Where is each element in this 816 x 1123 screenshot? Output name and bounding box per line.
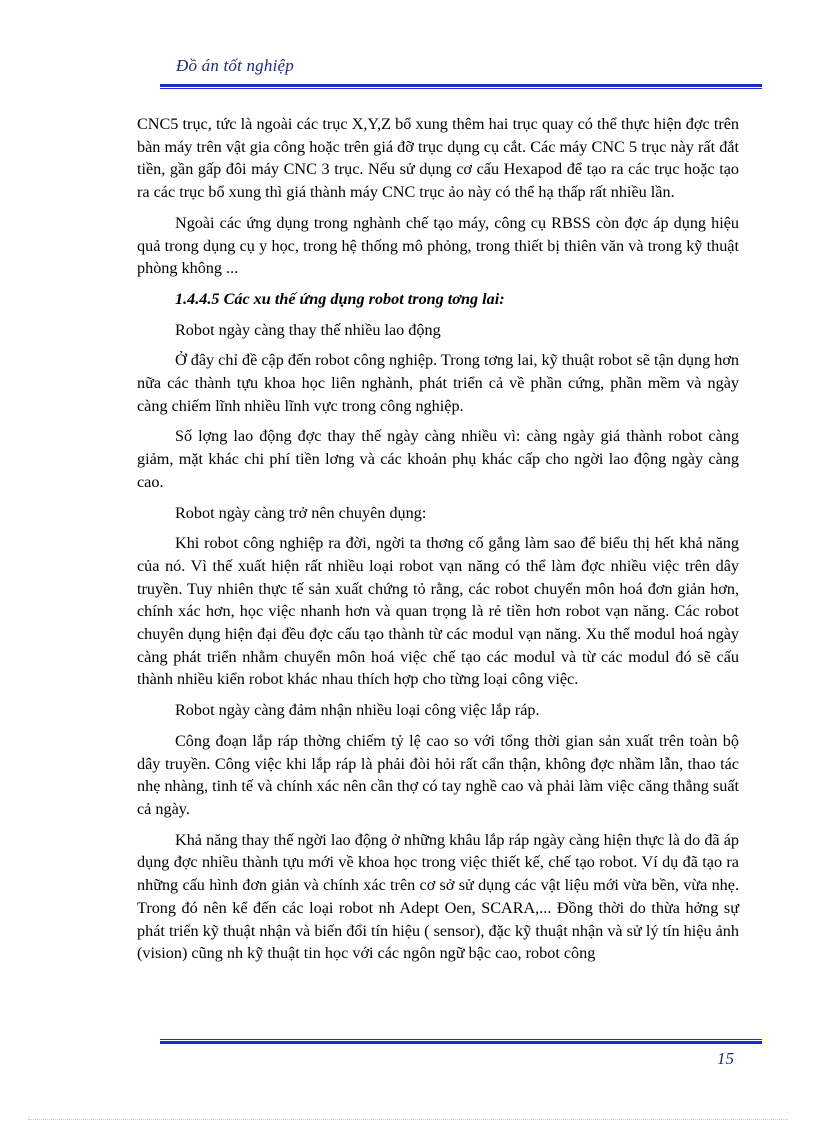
document-header-title: Đồ án tốt nghiệp bbox=[176, 56, 294, 75]
header-rule bbox=[160, 84, 762, 89]
paragraph: Số lợng lao động đợc thay thế ngày càng nhiều vì: càng ngày giá thành robot càng giảm, mặt khác chi phí tiền lơng và các khoản phụ khác cấp cho ngời lao động ngày càng cao. bbox=[137, 427, 739, 491]
paragraph: Khi robot công nghiệp ra đời, ngời ta thơng cố gắng làm sao để biểu thị hết khả năng của nó. Vì thế xuất hiện rất nhiều loại robot vạn năng có thể làm đợc nhiều việc trên dây truyền. Tuy nhiên thực tế sản xuất chứng tỏ rằng, các robot chuyển môn hoá đơn giản hơn, chính xác hơn, học việc nhanh hơn và quan trọng là rẻ tiền hơn robot vạn năng. Các robot chuyên dụng hiện đại đều đợc cấu tạo thành từ các modul vạn năng. Xu thế modul hoá ngày càng phát triển nhằm chuyển môn hoá việc chế tạo các modul và từ các modul đó sẽ cấu thành nhiều kiển robot khác nhau thích hợp cho từng loại công việc. bbox=[137, 534, 739, 689]
paragraph: Robot ngày càng thay thế nhiều lao động bbox=[175, 320, 441, 339]
paragraph: Robot ngày càng trở nên chuyên dụng: bbox=[175, 503, 427, 522]
paragraph: Robot ngày càng đảm nhận nhiều loại công việc lắp ráp. bbox=[175, 701, 540, 720]
paragraph: Ở đây chỉ đề cập đến robot công nghiệp. Trong tơng lai, kỹ thuật robot sẽ tận dụng hơn nữa các thành tựu khoa học liên nghành, phát triển cả về phần cứng, phần mềm và ngày càng chiếm lĩnh nhiều lĩnh vực trong công nghiệp. bbox=[137, 351, 739, 415]
paragraph: Công đoạn lắp ráp thờng chiếm tỷ lệ cao so với tổng thời gian sản xuất trên toàn bộ dây truyền. Công việc khi lắp ráp là phải đòi hỏi rất cẩn thận, không đợc nhầm lẫn, thao tác nhẹ nhàng, tinh tế và chính xác nên cần thợ có tay nghề cao và phải làm việc căng thẳng suất cả ngày. bbox=[137, 731, 739, 818]
section-heading: 1.4.4.5 Các xu thế ứng dụng robot trong tơng lai: bbox=[175, 289, 505, 308]
page-body bbox=[137, 113, 739, 973]
paragraph: Khả năng thay thế ngời lao động ở những khâu lắp ráp ngày càng hiện thực là do đã áp dụng đợc nhiều thành tựu mới về khoa học trong việc thiết kế, chế tạo robot. Ví dụ đã tạo ra những cấu hình đơn giản và chính xác trên cơ sở sử dụng các vật liệu mới vừa bền, vừa nhẹ. Trong đó nên kể đến các loại robot nh Adept Oen, SCARA,... Đồng thời do thừa hởng sự phát triển kỹ thuật nhận và biến đổi tín hiệu ( sensor), đặc kỹ thuật nhận và sử lý tín hiệu ảnh (vision) cũng nh kỹ thuật tin học với các ngôn ngữ bậc cao, robot công bbox=[137, 830, 739, 963]
paragraph: Ngoài các ứng dụng trong nghành chế tạo máy, công cụ RBSS còn đợc áp dụng hiệu quả trong dụng cụ y học, trong hệ thống mô phỏng, trong thiết bị thiên văn và trong kỹ thuật phòng không ... bbox=[137, 213, 739, 278]
paragraph: CNC5 trục, tức là ngoài các trục X,Y,Z bổ xung thêm hai trục quay có thể thực hiện đợc trên bàn máy trên vật gia công hoặc trên giá đỡ trục dụng cụ cắt. Các máy CNC 5 trục này rất đắt tiền, gần gấp đôi máy CNC 3 trục. Nếu sử dụng cơ cấu Hexapod để tạo ra các trục hoặc tạo ra các trục bổ xung thì giá thành máy CNC trục ảo này có thể hạ thấp rất nhiều lần. bbox=[137, 115, 739, 202]
page-number: 15 bbox=[717, 1049, 734, 1068]
page-edge-divider bbox=[28, 1119, 788, 1120]
footer-rule bbox=[160, 1039, 762, 1044]
